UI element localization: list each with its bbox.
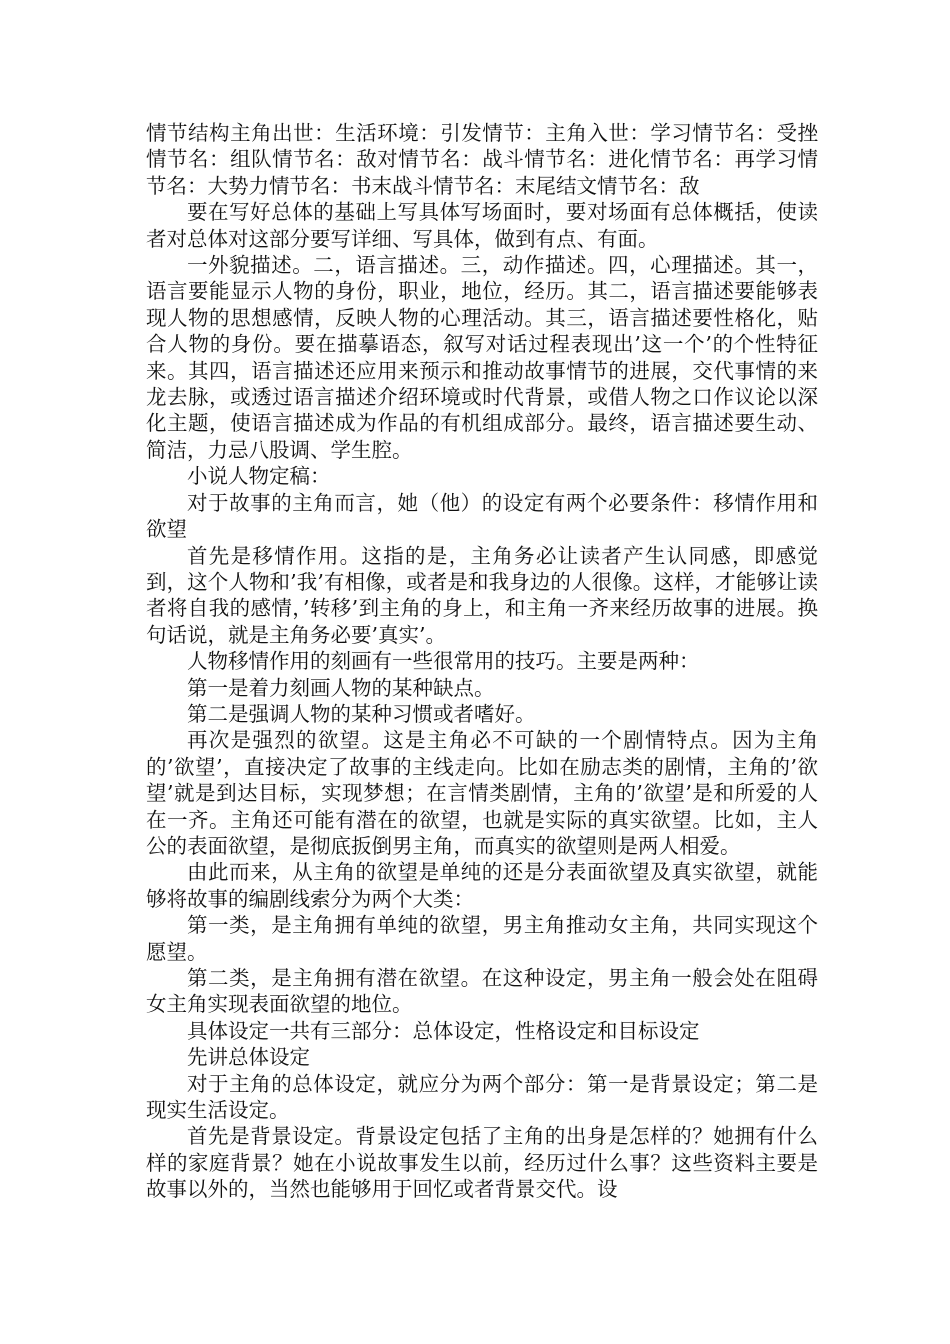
document-page [146,120,818,1203]
paragraph-protagonist-conditions: 对于故事的主角而言，她（他）的设定有两个必要条件：移情作用和欲望 [146,490,818,542]
paragraph-empathy: 首先是移情作用。这指的是，主角务必让读者产生认同感，即感觉到，这个人物和’我’有相像，或者是和我身边的人很像。这样，才能够让读者将自我的感情，’转移’到主角的身上，和主角一齐来经历故事的进展。换句话说，就是主角务必要’真实’。 [146,543,818,647]
paragraph-technique-one: 第一是着力刻画人物的某种缺点。 [187,675,495,700]
paragraph-plot-lines: 由此而来，从主角的欲望是单纯的还是分表面欲望及真实欲望，就能够将故事的编剧线索分为两个大类： [146,860,818,911]
paragraph-desire: 再次是强烈的欲望。这是主角必不可缺的一个剧情特点。因为主角的’欲望’，直接决定了故事的主线走向。比如在励志类的剧情，主角的’欲望’就是到达目标，实现梦想；在言情类剧情，主角的’欲望’是和所爱的人在一齐。主角还可能有潜在的欲望，也就是实际的真实欲望。比如，主人公的表面欲望，是彻底扳倒男主角，而真实的欲望则是两人相爱。 [146,728,818,858]
paragraph-scene-writing: 要在写好总体的基础上写具体写场面时，要对场面有总体概括，使读者对总体对这部分要写详细、写具体，做到有点、有面。 [146,200,818,251]
paragraph-type-one: 第一类，是主角拥有单纯的欲望，男主角推动女主角，共同实现这个愿望。 [146,913,818,964]
paragraph-background-setting: 首先是背景设定。背景设定包括了主角的出身是怎样的？她拥有什么样的家庭背景？她在小说故事发生以前，经历过什么事？这些资料主要是故事以外的，当然也能够用于回忆或者背景交代。设 [146,1124,818,1202]
paragraph-description-types: 一外貌描述。二，语言描述。三，动作描述。四，心理描述。其一，语言要能显示人物的身份，职业，地位，经历。其二，语言描述要能够表现人物的思想感情，反映人物的心理活动。其三，语言描述要性格化，贴合人物的身份。要在描摹语态，叙写对话过程表现出’这一个’的个性特征来。其四，语言描述还应用来预示和推动故事情节的进展，交代事情的来龙去脉，或透过语言描述介绍环境或时代背景，或借人物之口作议论以深化主题，使语言描述成为作品的有机组成部分。最终，语言描述要生动、简洁，力忌八股调、学生腔。 [146,253,818,462]
paragraph-settings-overview: 具体设定一共有三部分：总体设定，性格设定和目标设定 [187,1018,700,1043]
paragraph-type-two: 第二类，是主角拥有潜在欲望。在这种设定，男主角一般会处在阻碍女主角实现表面欲望的地位。 [146,966,818,1017]
paragraph-technique-two: 第二是强调人物的某种习惯或者嗜好。 [187,701,536,726]
paragraph-plot-structure: 情节结构主角出世：生活环境：引发情节：主角入世：学习情节名：受挫情节名：组队情节名：敌对情节名：战斗情节名：进化情节名：再学习情节名：大势力情节名：书末战斗情节名：末尾结文情节名：敌 [146,121,818,198]
paragraph-overall-setting-heading: 先讲总体设定 [187,1045,310,1070]
paragraph-overall-setting: 对于主角的总体设定，就应分为两个部分：第一是背景设定；第二是现实生活设定。 [146,1071,818,1123]
paragraph-empathy-techniques: 人物移情作用的刻画有一些很常用的技巧。主要是两种： [187,649,700,674]
paragraph-character-heading: 小说人物定稿： [187,464,331,489]
